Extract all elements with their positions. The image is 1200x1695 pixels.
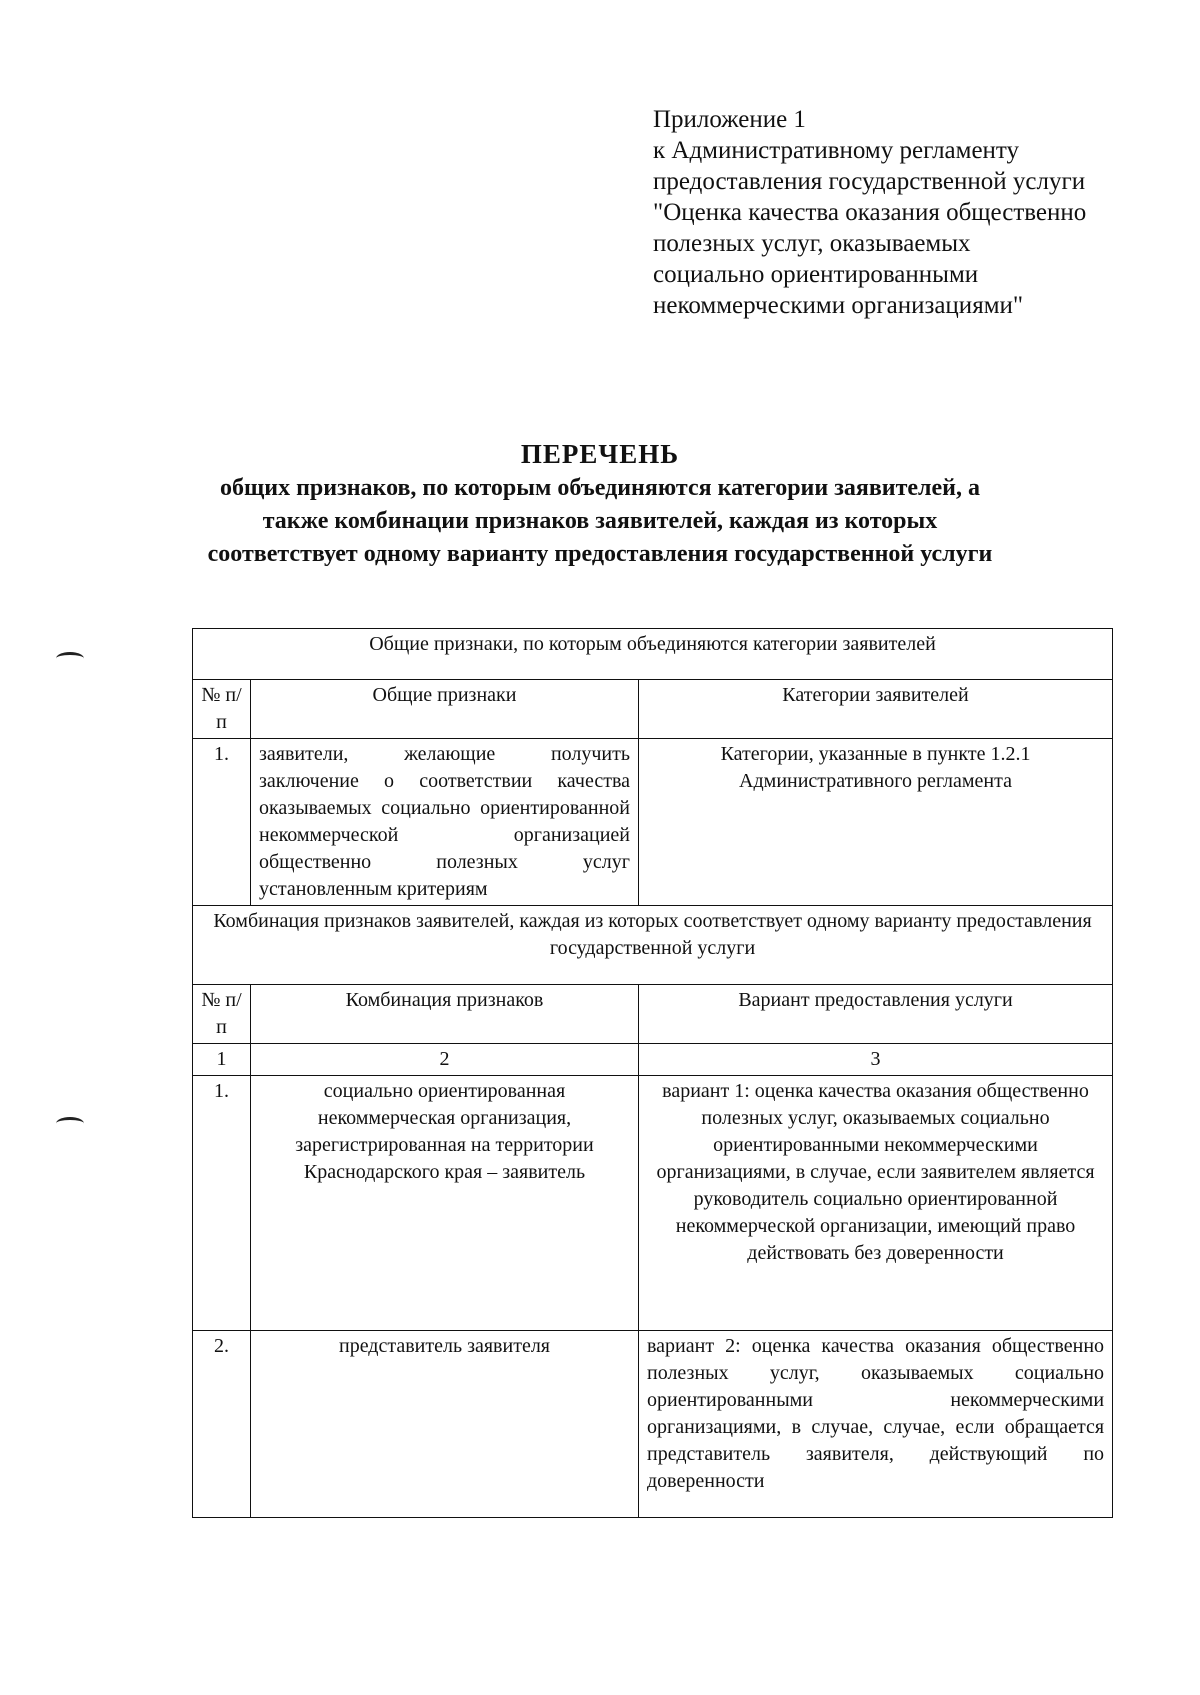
appendix-line: "Оценка качества оказания общественно	[653, 199, 1087, 226]
appendix-line: предоставления государственной услуги	[653, 168, 1086, 195]
table2-header-row	[193, 985, 1113, 1044]
appendix-line: к Административному регламенту	[653, 137, 1020, 164]
row-num: 1.	[193, 739, 251, 906]
appendix-header	[653, 104, 1173, 321]
table1-caption: Общие признаки, по которым объединяются категории заявителей	[193, 629, 1113, 680]
header-num: № п/п	[193, 680, 251, 739]
row-variant: вариант 1: оценка качества оказания общественно полезных услуг, оказываемых социально ориентированными некоммерческими организациями, в случае, если заявителем является руководитель социально ориентированной некоммерческой организации, имеющий право действовать без доверенности	[639, 1076, 1113, 1331]
header-combination: Комбинация признаков	[251, 985, 639, 1044]
table-row	[193, 1331, 1113, 1518]
table1-header-row	[193, 680, 1113, 739]
appendix-line: полезных услуг, оказываемых	[653, 230, 971, 257]
header-num: № п/п	[193, 985, 251, 1044]
table2-caption: Комбинация признаков заявителей, каждая из которых соответствует одному варианту предоставления государственной услуги	[193, 906, 1113, 985]
row-combination: социально ориентированная некоммерческая организация, зарегистрированная на территории Краснодарского края – заявитель	[251, 1076, 639, 1331]
appendix-line: социально ориентированными	[653, 261, 979, 288]
row-variant: вариант 2: оценка качества оказания общественно полезных услуг, оказываемых социально ориентированными некоммерческими организациями, в случае, случае, если обращается представитель заявителя, действующий по доверенности	[639, 1331, 1113, 1518]
scan-mark-bottom	[56, 1117, 84, 1130]
row-num: 1.	[193, 1076, 251, 1331]
title-line: также комбинации признаков заявителей, каждая из которых	[262, 508, 938, 534]
col-number: 3	[639, 1044, 1113, 1076]
row-features: заявители, желающие получить заключение о соответствии качества оказываемых социально ориентированной некоммерческой организацией общественно полезных услуг установленным критериям	[251, 739, 639, 906]
document-title	[0, 436, 1200, 571]
title-line: соответствует одному варианту предоставления государственной услуги	[207, 541, 993, 567]
title-line: общих признаков, по которым объединяются категории заявителей, а	[219, 475, 981, 501]
appendix-line: некоммерческими организациями"	[653, 292, 1024, 319]
title-main: ПЕРЕЧЕНЬ	[520, 439, 680, 469]
header-features: Общие признаки	[251, 680, 639, 739]
col-number: 1	[193, 1044, 251, 1076]
table2-caption-row	[193, 906, 1113, 985]
header-categories: Категории заявителей	[639, 680, 1113, 739]
title-subtitle	[0, 472, 1200, 571]
col-number: 2	[251, 1044, 639, 1076]
row-num: 2.	[193, 1331, 251, 1518]
header-variant: Вариант предоставления услуги	[639, 985, 1113, 1044]
row-categories: Категории, указанные в пункте 1.2.1 Административного регламента	[639, 739, 1113, 906]
table-row	[193, 739, 1113, 906]
row-combination: представитель заявителя	[251, 1331, 639, 1518]
scan-mark-top	[56, 652, 84, 665]
table1-caption-row	[193, 629, 1113, 680]
criteria-table	[192, 628, 1113, 1518]
table-row	[193, 1076, 1113, 1331]
column-number-row	[193, 1044, 1113, 1076]
appendix-line: Приложение 1	[653, 106, 806, 133]
